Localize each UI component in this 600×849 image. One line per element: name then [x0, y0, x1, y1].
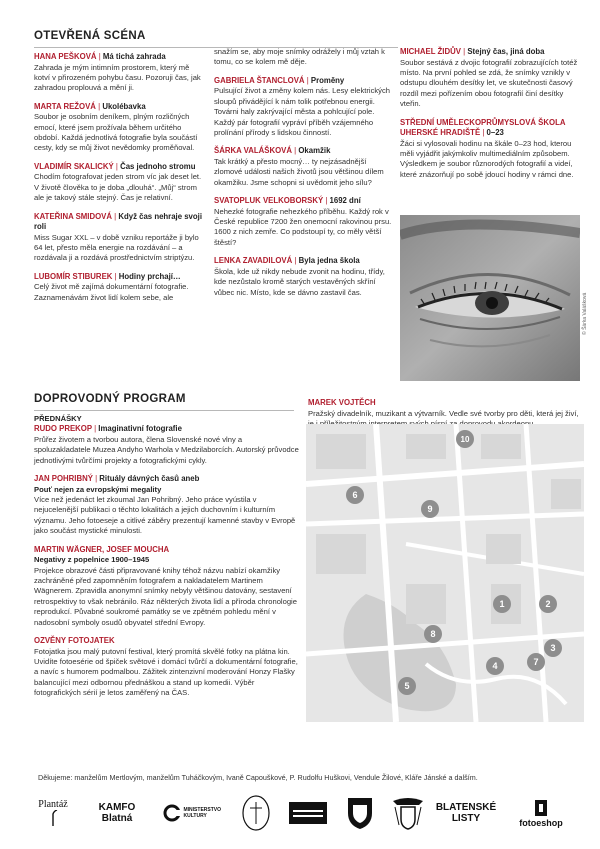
entry-lubomir-stiburek: LUBOMÍR STIBUREK | Hodiny prchají… Celý život mě zajímá dokumentární fotografie. Zaznamenávám život lidí kolem sebe, ale [34, 271, 189, 302]
map-graphic [306, 424, 584, 722]
logo-kamfo: KAMFO Blatná [98, 801, 136, 824]
venue-map[interactable] [306, 424, 584, 722]
entry-svatopluk-velkoborsky: SVATOPLUK VELKOBORSKÝ | 1692 dní Nehezké fotografie nehezkého příběhu. Každý rok v České republice 7200 žen onemocní rakovinou prsu. 1600 z nich zemře. Co podstoupí ty, co měly větší štěstí? [214, 196, 392, 247]
map-marker-1[interactable]: 1 [493, 595, 511, 613]
fotoeshop-icon [533, 798, 549, 818]
map-marker-7[interactable]: 7 [527, 653, 545, 671]
church-crest-icon [391, 795, 425, 831]
map-marker-4[interactable]: 4 [486, 657, 504, 675]
lectures-label: PŘEDNÁŠKY [34, 414, 82, 423]
entry-marta-rezova: MARTA REŽOVÁ | Ukolébavka Soubor je osobním deníkem, plným rozličných emocí, které jsem prožívala během určitého období. Každá jednotlivá fotografie byla součástí cesty, kdy se můj život nevědomky proměňoval. [34, 101, 198, 153]
map-marker-10[interactable]: 10 [456, 430, 474, 448]
logo-crest-1 [236, 790, 276, 835]
logo-blatenske-listy: BLATENSKÉ LISTY [435, 801, 497, 824]
entry-lenka-zavadilova: LENKA ZAVADILOVÁ | Byla jedna škola Škola, kde už nikdy nebude zvonit na hodinu, třídy, kde nezůstalo kromě starých vestavěných skříní vůbec nic. Místo, kde se dávno zastavil čas. [214, 256, 385, 297]
eye-photo-image [400, 215, 580, 381]
program-marek-vojtech: MAREK VOJTĚCH Pražský divadelník, muzikant a výtvarník. Vedle své tvorby pro děti, která jej živí, [308, 398, 579, 418]
logo-shield [342, 790, 378, 835]
section-title-open-stage: OTEVŘENÁ SCÉNA [34, 30, 146, 42]
entry-vladimir-skalicky: VLADIMÍR SKALICKÝ | Čas jednoho stromu Chodím fotografovat jeden strom víc jak deset let. V životě člověka to je doba „dlouhá“. „Můj“ strom ale je takový stále stejný. Čas je relativní. [34, 161, 202, 203]
program-rudo-prekop: RUDO PREKOP | Imaginativní fotografie Průřez životem a tvorbou autora, člena Slovenské nové vlny a spoluzakladatele Muzea Andyho Warhola v Medzilaborcích. Autorský průvodce jednotlivými tvůrčími projekty a fotografickými cykly. [34, 424, 299, 465]
logo-plantaz: Plantáž [30, 790, 76, 835]
logo-ministry-culture: MINISTERSTVO KULTURY [160, 790, 226, 835]
entry-continuation: snažím se, aby moje snímky odrážely i můj vztah k tomu, co se kolem mě děje. [214, 47, 385, 67]
entry-sups-uherske-hradiste: STŘEDNÍ UMĚLECKOPRŮMYSLOVÁ ŠKOLA UHERSKÉ HRADIŠTĚ | 0–23 Žáci si vylosovali hodinu na škále 0–23 hod, kterou měli vyjádřit jakýmkoliv multimediálním způsobem. Výsledkem je soubor různorodých fotografií a videí, které znázorňují po sobě jdoucí hodiny v rámci dne. [400, 117, 574, 179]
map-marker-2[interactable]: 2 [539, 595, 557, 613]
logo-crest-2 [388, 790, 428, 835]
map-marker-9[interactable]: 9 [421, 500, 439, 518]
map-marker-5[interactable]: 5 [398, 677, 416, 695]
logo-bar [288, 790, 328, 835]
map-marker-6[interactable]: 6 [346, 486, 364, 504]
plantaz-stem-icon [48, 810, 58, 826]
thanks-line: Děkujeme: manželům Mertlovým, manželům Tuháčkovým, Ivaně Capouškové, P. Rudolfu Huškovi, Vendule Žilové, Kláře Jánské a dalším. [38, 773, 478, 782]
eye-photo [400, 215, 580, 381]
open-stage-column-1 [34, 52, 204, 311]
coat-of-arms-icon [345, 795, 375, 831]
map-marker-3[interactable]: 3 [544, 639, 562, 657]
entry-gabriela-stanclova: GABRIELA ŠTANCLOVÁ | Proměny Pulsující život a změny kolem nás. Lesy elektrických sloupů přivádějící k nám tolik potřebnou energii. Továrni haly zakrývající města a pohlcující pole. Každý pár fotografií vypráví příběh vzájemného prolínání přírody s lidskou činností. [214, 75, 390, 137]
program-column [34, 414, 300, 707]
logo-fotoeshop: fotoeshop [510, 790, 572, 835]
sponsor-logos [30, 790, 578, 835]
open-stage-column-3 [400, 47, 580, 188]
crest-icon [241, 794, 271, 832]
program-jan-pohribny: JAN POHRIBNÝ | Rituály dávných časů aneb Pouť nejen za evropskými megality Více než jedenáct let zkoumal Jan Pohribný. Jeho práce vyústila v nejucelenější publikaci o těchto lokalitách a jejich duchovním i kulturním významu. Jeho fotoeseje a citlivé záběry prezentují kamenné stavby v Evropě jako součást mystické minulosti. [34, 474, 296, 536]
photo-credit: © Šárka Valášková [582, 292, 588, 335]
ministry-emblem-icon [163, 804, 181, 822]
entry-katerina-smidova: KATEŘINA SMIDOVÁ | Když čas nehraje svoji roli Miss Sugar XXL – v době vzniku reportáže ji bylo 64 let, přesto měla energie na rozdávání – a rozdávala ji a rozdává prostřednictvím striptýzu. [34, 211, 202, 263]
map-marker-8[interactable]: 8 [424, 625, 442, 643]
open-stage-column-2 [214, 47, 392, 306]
section-title-program: DOPROVODNÝ PROGRAM [34, 393, 186, 405]
section-divider [34, 410, 294, 411]
castle-logo-icon [289, 802, 327, 824]
entry-sarka-valaskova: ŠÁRKA VALÁŠKOVÁ | Okamžik Tak krátký a přesto mocný… ty nejzásadnější zlomové události našich životů jsou většinou dílem okamžiku. Jsme schopni si uvědomit jeho sílu? [214, 146, 384, 187]
program-wagner-moucha: MARTIN WÄGNER, JOSEF MOUCHA Negativy z popelnice 1900–1945 Projekce obrazové části připravované knihy téhož názvu nabízí okamžiky zachráněné před zapomněním fotografem a nakladatelem Martinem Wägnerem. Zpravidla anonymní snímky nebyly většinou datovány, sestavení retrospektivy to však nebránilo. Ráz některých života lidí a příroda chronologie reprodukcí. Půvabné soukromé památky se ve zpětném pohledu mění v nadosobní symboly osudů obyvatel střední Evropy. [34, 544, 297, 627]
program-ozveny-fotojatek: OZVĚNY FOTOJATEK Fotojatka jsou malý putovní festival, který promítá skvělé fotky na plátna kin. Uvidíte fotoesérie od špiček světové i domácí tvůrčí a dokumentární fotografie, a navíc s humorem podmalbou. Zážitek zintenzivní moderování Honzy Flašky balancující mezi odbornou přednáškou a stand up komedii. Výběr fotografických sérií je letos zaměřený na ČAS. [34, 636, 298, 698]
entry-hana-peskova: HANA PEŠKOVÁ | Má tichá zahrada Zahrada je mým intimním prostorem, který mě kotví v přirozeném pohybu času. Pozoruji čas, jak zahradou proplouvá a mění ji. [34, 52, 201, 93]
entry-michael-ziduv: MICHAEL ŽIDŮV | Stejný čas, jiná doba Soubor sestává z dvojic fotografií zobrazujících totéž místo. Na první pohled se zdá, že snímky vznikly v odstupu dlouhém desítky let, ve skutečnosti časový rozdíl mezi pořízením obou fotografií činí desítky vteřin. [400, 47, 578, 109]
